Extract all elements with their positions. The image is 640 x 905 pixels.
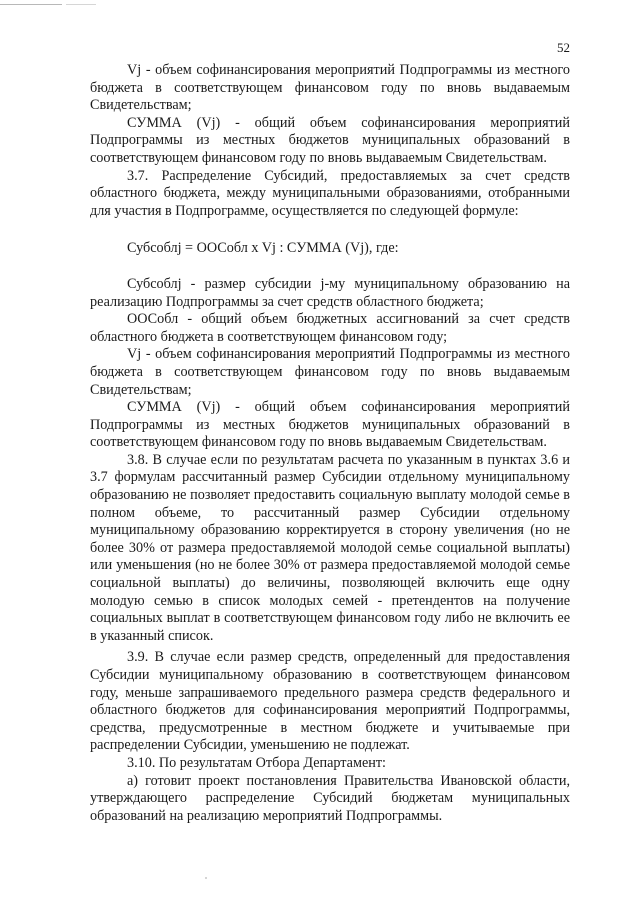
paragraph-vj-definition-2: Vj - объем софинансирования мероприятий Подпрограммы из местного бюджета в соответствующем финансовом году по вновь выдаваемым Свидетельствам; xyxy=(90,346,570,398)
scan-edge-mark xyxy=(0,4,62,5)
paragraph-3-8: 3.8. В случае если по результатам расчета по указанным в пунктах 3.6 и 3.7 формулам рассчитанный размер Субсидии отдельному муниципальному образованию не позволяет предоставить социальную выплату молодой семье в полном объеме, то рассчитанный размер Субсидии отдельному муниципальному образованию корректируется в сторону увеличения (но не более 30% от размера предоставляемой молодой семье социальной выплаты) или уменьшения (но не более 30% от размера предоставляемой молодой семье социальной выплаты) до величины, позволяющей включить еще одну молодую семью в список молодых семей - претендентов на получение социальных выплат в соответствующем финансовом году либо не включить ее в указанный список. xyxy=(90,451,570,644)
paragraph-3-10: 3.10. По результатам Отбора Департамент: xyxy=(127,754,386,771)
document-body xyxy=(90,62,570,825)
paragraph-3-10-a: а) готовит проект постановления Правительства Ивановской области, утверждающего распределение Субсидий бюджетам муниципальных образований на реализацию мероприятий Подпрограммы. xyxy=(90,772,570,824)
paragraph-subsobl-definition: Субсоблj - размер субсидии j-му муниципальному образованию на реализацию Подпрограммы за счет средств областного бюджета; xyxy=(90,275,570,310)
paragraph-3-9: 3.9. В случае если размер средств, определенный для предоставления Субсидии муниципальному образованию в соответствующем финансовом году, меньше запрашиваемого предельного размера средств федерального и областного бюджетов для софинансирования мероприятий Подпрограммы, средства, предусмотренные в местном бюджете и учитываемые при распределении Субсидии, уменьшению не подлежат. xyxy=(90,649,570,754)
page-number: 52 xyxy=(557,40,570,55)
scan-edge-mark xyxy=(66,4,96,5)
paragraph-summa-definition: СУММА (Vj) - общий объем софинансирования мероприятий Подпрограммы из местных бюджетов муниципальных образований в соответствующем финансовом году по вновь выдаваемым Свидетельствам. xyxy=(90,114,570,166)
scan-speck xyxy=(205,877,207,879)
paragraph-3-7: 3.7. Распределение Субсидий, предоставляемых за счет средств областного бюджета, между муниципальными образованиями, отобранными для участия в Подпрограмме, осуществляется по следующей формуле: xyxy=(90,167,570,219)
paragraph-vj-definition: Vj - объем софинансирования мероприятий Подпрограммы из местного бюджета в соответствующем финансовом году по вновь выдаваемым Свидетельствам; xyxy=(90,62,570,114)
paragraph-oosobl-definition: ООСобл - общий объем бюджетных ассигнований за счет средств областного бюджета в соответствующем финансовом году; xyxy=(90,311,570,345)
formula: Субсоблj = ООСобл x Vj : СУММА (Vj), где: xyxy=(127,240,399,257)
paragraph-summa-definition-2: СУММА (Vj) - общий объем софинансирования мероприятий Подпрограммы из местных бюджетов муниципальных образований в соответствующем финансовом году по вновь выдаваемым Свидетельствам. xyxy=(90,399,570,451)
